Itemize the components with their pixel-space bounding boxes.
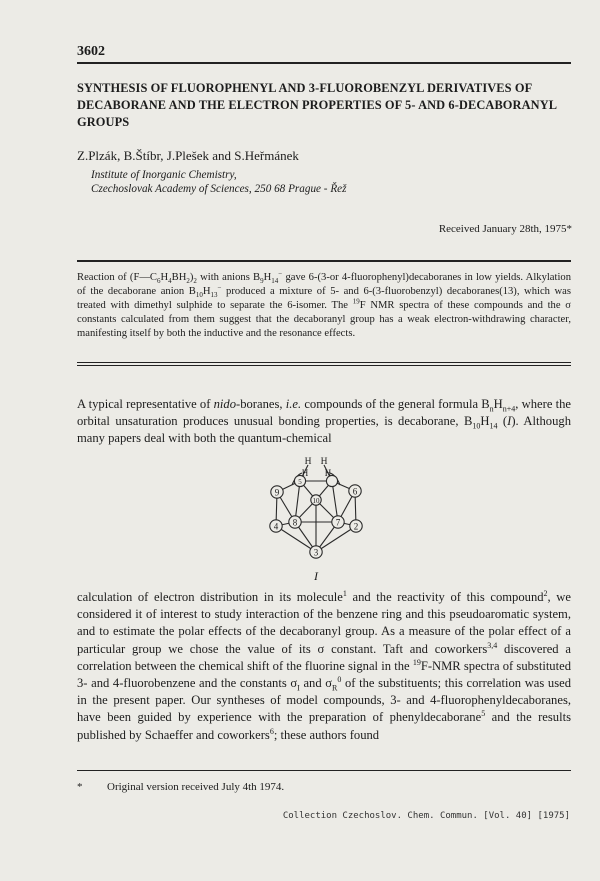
atom-label-10: 10	[312, 497, 320, 505]
atom-label-2: 2	[353, 521, 359, 532]
page-number: 3602	[77, 44, 105, 59]
h-label-4: H	[324, 468, 332, 478]
received-date: Received January 28th, 1975*	[438, 223, 572, 235]
authors: Z.Plzák, B.Štíbr, J.Plešek and S.Heřmánek	[77, 148, 299, 163]
atom-label-4: 4	[273, 521, 279, 532]
atom-label-3: 3	[313, 547, 319, 558]
body-paragraph-2: calculation of electron distribution in its molecule$^1$ and the reactivity of this compound$^2$, we considered it of interest to study interaction of the benzene ring and this pseudoaromatic system, and to estimate the polar effects of the decaboranyl group. As a measure of the polar effect of a particular group we chose the value of its σ constant. Taft and coworkers$^{3,4}$ discovered a correlation between the chemical shift of the fluorine signal in the $^{19}$F-NMR spectra of substituted 3- and 4-fluorobenzene and the constants $\sigma_I$ and $\sigma_R^0$ of the substituents; this correlation was used in the present paper. Our syntheses of model compounds, 3- and 4-fluorophenyldecaboranes, have been guided by experience with the preparation of phenyldecaborane$^5$ and the results published by Schaeffer and coworkers$^6$; these authors found	[77, 588, 572, 742]
paper-title: SYNTHESIS OF FLUOROPHENYL AND 3-FLUOROBENZYL DERIVATIVES OF DECABORANE AND THE ELECTRON PROPERTIES OF 5- AND 6-DECABORANYL GROUPS	[77, 81, 557, 129]
atom-label-9: 9	[274, 487, 280, 498]
journal-reference: Collection Czechoslov. Chem. Commun. [Vol. 40] [1975]	[282, 811, 570, 821]
footnote-marker: *	[77, 781, 83, 793]
affiliation	[91, 168, 346, 196]
h-label-3: H	[301, 468, 309, 478]
footnote-rule	[77, 770, 571, 771]
body-paragraph-1: A typical representative of nido-boranes, i.e. compounds of the general formula $B_nH_{n+4}$, where the orbital unsaturation produces unusual bonding properties, is decaborane, $B_{10}H_{14}$ (I). Although many papers deal with both the quantum-chemical	[77, 397, 571, 446]
h-label-1: H	[304, 457, 312, 467]
affiliation-line-1: Institute of Inorganic Chemistry,	[91, 169, 237, 181]
decaborane-structure-figure	[262, 455, 372, 567]
atom-label-6: 6	[352, 486, 358, 497]
abstract: Reaction of $(F—C_6H_4BH_2)_2$ with anions $B_9H_{14}^-$ gave 6-(3-or 4-fluorophenyl)decaboranes in low yields. Alkylation of the decaborane anion $B_{10}H_{13}^-$ produced a mixture of 5- and 6-(3-fluorobenzyl) decaboranes(13), which was treated with dimethyl sulphide to separate the 6-isomer. The $^{19}$F NMR spectra of these compounds and the σ constants calculated from them suggest that the decaboranyl group has a weak electron-withdrawing character, manifesting itself by both the inductive and the resonance effects.	[77, 269, 571, 340]
h-label-2: H	[320, 457, 328, 467]
abstract-top-rule	[77, 260, 571, 262]
atom-label-5: 5	[298, 478, 302, 486]
footnote-text: Original version received July 4th 1974.	[107, 781, 285, 793]
figure-label: I	[314, 569, 318, 583]
atom-label-7: 7	[335, 517, 341, 528]
abstract-bottom-rule-1	[77, 362, 571, 363]
footnote	[77, 781, 284, 793]
abstract-bottom-rule-2	[77, 365, 571, 366]
header-rule	[77, 62, 571, 64]
affiliation-line-2: Czechoslovak Academy of Sciences, 250 68 Prague - Řež	[91, 183, 347, 195]
atom-label-8: 8	[292, 517, 298, 528]
